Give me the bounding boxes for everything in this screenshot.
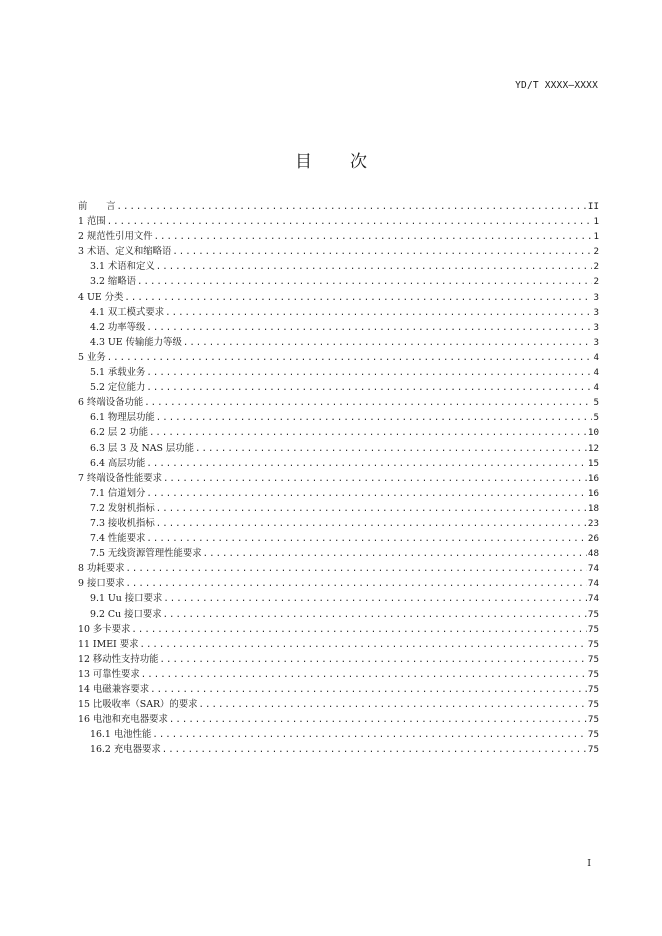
- toc-entry[interactable]: [78, 229, 599, 244]
- toc-entry-label: 7.2 发射机指标: [90, 502, 155, 514]
- toc-entry[interactable]: [78, 320, 599, 335]
- toc-entry-label: 4.2 功率等级: [90, 321, 146, 333]
- toc-entry[interactable]: [78, 742, 599, 757]
- toc-entry-page: II: [587, 201, 599, 212]
- toc-leader-dots: [160, 653, 587, 668]
- toc-entry-page: 1: [593, 216, 599, 228]
- toc-entry-page: 75: [587, 668, 599, 680]
- toc-leader-dots: [146, 381, 592, 396]
- toc-leader-dots: [146, 321, 592, 336]
- toc-entry-label: 5.1 承载业务: [90, 367, 146, 379]
- toc-entry-page: 75: [587, 653, 599, 665]
- toc-entry-label: 1 范围: [78, 216, 106, 228]
- toc-entry[interactable]: [78, 516, 599, 531]
- toc-entry-page: 2: [593, 261, 599, 273]
- toc-entry-label: 5 业务: [78, 351, 106, 363]
- toc-entry[interactable]: [78, 471, 599, 486]
- toc-entry-page: 16: [587, 472, 599, 484]
- toc-entry-label: 7.4 性能要求: [90, 533, 146, 545]
- toc-entry-page: 48: [587, 548, 599, 560]
- toc-entry[interactable]: [78, 410, 599, 425]
- toc-leader-dots: [140, 638, 587, 653]
- toc-leader-dots: [131, 623, 587, 638]
- toc-entry[interactable]: [78, 350, 599, 365]
- toc-entry-label: 11 IMEI 要求: [78, 638, 139, 650]
- toc-entry-page: 75: [587, 714, 599, 726]
- toc-entry-label: 16.1 电池性能: [90, 729, 152, 741]
- toc-leader-dots: [156, 260, 593, 275]
- toc-entry-label: 2 规范性引用文件: [78, 231, 153, 243]
- toc-entry-label: 6.1 物理层功能: [90, 412, 155, 424]
- toc-entry-page: 3: [593, 306, 599, 318]
- toc-entry-label: 7.3 接收机指标: [90, 517, 155, 529]
- toc-entry-page: 3: [593, 321, 599, 333]
- toc-entry-page: 2: [593, 246, 599, 258]
- toc-leader-dots: [146, 457, 587, 472]
- toc-leader-dots: [172, 245, 592, 260]
- toc-entry[interactable]: [78, 682, 599, 697]
- toc-leader-dots: [163, 608, 587, 623]
- toc-entry-page: 23: [587, 517, 599, 529]
- toc-entry-page: 74: [587, 593, 599, 605]
- table-of-contents: [78, 199, 599, 757]
- toc-entry-label: 9.1 Uu 接口要求: [90, 593, 163, 605]
- toc-entry[interactable]: [78, 244, 599, 259]
- toc-entry-page: 74: [587, 578, 599, 590]
- toc-entry-page: 18: [587, 502, 599, 514]
- toc-entry-page: 4: [593, 351, 599, 363]
- toc-entry-page: 5: [593, 397, 599, 409]
- toc-entry-label: 4 UE 分类: [78, 291, 124, 303]
- toc-entry-page: 26: [587, 533, 599, 545]
- toc-entry-page: 75: [587, 744, 599, 756]
- toc-entry[interactable]: [78, 667, 599, 682]
- toc-leader-dots: [199, 698, 587, 713]
- toc-entry-page: 74: [587, 563, 599, 575]
- toc-entry[interactable]: [78, 335, 599, 350]
- toc-leader-dots: [146, 366, 592, 381]
- toc-entry-label: 16.2 充电器要求: [90, 744, 161, 756]
- toc-entry[interactable]: [78, 274, 599, 289]
- toc-entry-label: 5.2 定位能力: [90, 382, 146, 394]
- toc-entry-label: 7.5 无线资源管理性能要求: [90, 548, 202, 560]
- toc-entry[interactable]: [78, 486, 599, 501]
- toc-entry[interactable]: [78, 395, 599, 410]
- toc-entry[interactable]: [78, 290, 599, 305]
- toc-entry[interactable]: [78, 441, 599, 456]
- toc-title: 目次: [295, 152, 405, 172]
- toc-entry-label: 9 接口要求: [78, 578, 125, 590]
- toc-entry-label: 10 多卡要求: [78, 623, 131, 635]
- toc-entry-page: 16: [587, 487, 599, 499]
- toc-leader-dots: [144, 396, 592, 411]
- toc-leader-dots: [163, 472, 587, 487]
- toc-leader-dots: [163, 592, 587, 607]
- toc-leader-dots: [169, 713, 587, 728]
- toc-leader-dots: [117, 200, 587, 215]
- toc-entry[interactable]: [78, 199, 599, 214]
- toc-entry-label: 7.1 信道划分: [90, 487, 146, 499]
- toc-entry-page: 15: [587, 457, 599, 469]
- toc-entry[interactable]: [78, 214, 599, 229]
- toc-leader-dots: [203, 547, 587, 562]
- toc-entry-label: 7 终端设备性能要求: [78, 472, 162, 484]
- toc-entry-page: 75: [587, 608, 599, 620]
- toc-leader-dots: [150, 683, 587, 698]
- toc-entry-page: 75: [587, 729, 599, 741]
- toc-entry-page: 1: [593, 231, 599, 243]
- toc-leader-dots: [107, 215, 593, 230]
- toc-entry[interactable]: [78, 697, 599, 712]
- toc-entry[interactable]: [78, 365, 599, 380]
- toc-leader-dots: [124, 291, 592, 306]
- toc-entry-label: 6.4 高层功能: [90, 457, 146, 469]
- toc-leader-dots: [137, 275, 592, 290]
- toc-entry-label: 8 功耗要求: [78, 563, 125, 575]
- toc-entry[interactable]: [78, 637, 599, 652]
- toc-entry-label: 前 言: [78, 201, 116, 212]
- toc-leader-dots: [183, 336, 593, 351]
- toc-entry-page: 75: [587, 638, 599, 650]
- toc-entry-label: 6.2 层 2 功能: [90, 427, 148, 439]
- toc-leader-dots: [162, 743, 587, 758]
- toc-entry[interactable]: [78, 546, 599, 561]
- toc-entry-label: 9.2 Cu 接口要求: [90, 608, 162, 620]
- document-code: YD/T XXXX—XXXX: [515, 80, 598, 91]
- toc-leader-dots: [165, 306, 592, 321]
- toc-entry[interactable]: [78, 531, 599, 546]
- toc-entry-label: 3.2 缩略语: [90, 276, 137, 288]
- toc-leader-dots: [149, 426, 587, 441]
- toc-leader-dots: [107, 351, 593, 366]
- toc-entry[interactable]: [78, 425, 599, 440]
- toc-leader-dots: [125, 562, 586, 577]
- toc-leader-dots: [154, 230, 593, 245]
- toc-entry-label: 15 比吸收率（SAR）的要求: [78, 699, 198, 711]
- toc-entry-page: 5: [593, 412, 599, 424]
- toc-entry-label: 12 移动性支持功能: [78, 653, 159, 665]
- toc-entry-label: 16 电池和充电器要求: [78, 714, 168, 726]
- toc-leader-dots: [156, 517, 587, 532]
- toc-entry[interactable]: [78, 622, 599, 637]
- toc-entry-label: 3 术语、定义和缩略语: [78, 246, 172, 258]
- toc-entry[interactable]: [78, 576, 599, 591]
- toc-entry-label: 14 电磁兼容要求: [78, 684, 150, 695]
- toc-entry[interactable]: [78, 380, 599, 395]
- toc-leader-dots: [125, 577, 586, 592]
- toc-entry-page: 3: [593, 291, 599, 303]
- toc-leader-dots: [156, 502, 587, 517]
- toc-leader-dots: [141, 668, 587, 683]
- toc-entry[interactable]: [78, 712, 599, 727]
- toc-entry-page: 4: [593, 382, 599, 394]
- toc-entry-page: 4: [593, 367, 599, 379]
- toc-entry[interactable]: [78, 456, 599, 471]
- toc-entry[interactable]: [78, 561, 599, 576]
- toc-entry-page: 12: [587, 442, 599, 454]
- toc-entry-label: 3.1 术语和定义: [90, 261, 155, 273]
- toc-leader-dots: [156, 411, 593, 426]
- toc-entry-page: 75: [587, 699, 599, 711]
- toc-entry[interactable]: [78, 305, 599, 320]
- toc-entry[interactable]: [78, 259, 599, 274]
- toc-entry-label: 4.3 UE 传输能力等级: [90, 336, 182, 348]
- toc-leader-dots: [152, 728, 587, 743]
- toc-entry-label: 13 可靠性要求: [78, 668, 140, 680]
- toc-entry-page: 3: [593, 336, 599, 348]
- toc-entry-page: 2: [593, 276, 599, 288]
- toc-entry[interactable]: [78, 501, 599, 516]
- toc-entry-label: 6.3 层 3 及 NAS 层功能: [90, 442, 195, 454]
- page-number: I: [587, 858, 591, 869]
- toc-leader-dots: [195, 442, 587, 457]
- toc-entry-page: 10: [587, 427, 599, 439]
- toc-entry[interactable]: [78, 591, 599, 606]
- toc-entry-page: 75: [587, 623, 599, 635]
- toc-leader-dots: [146, 487, 587, 502]
- toc-entry[interactable]: [78, 607, 599, 622]
- toc-entry-page: 75: [587, 684, 599, 695]
- toc-entry[interactable]: [78, 652, 599, 667]
- toc-leader-dots: [146, 532, 587, 547]
- toc-entry[interactable]: [78, 727, 599, 742]
- toc-entry-label: 4.1 双工模式要求: [90, 306, 165, 318]
- toc-entry-label: 6 终端设备功能: [78, 397, 144, 409]
